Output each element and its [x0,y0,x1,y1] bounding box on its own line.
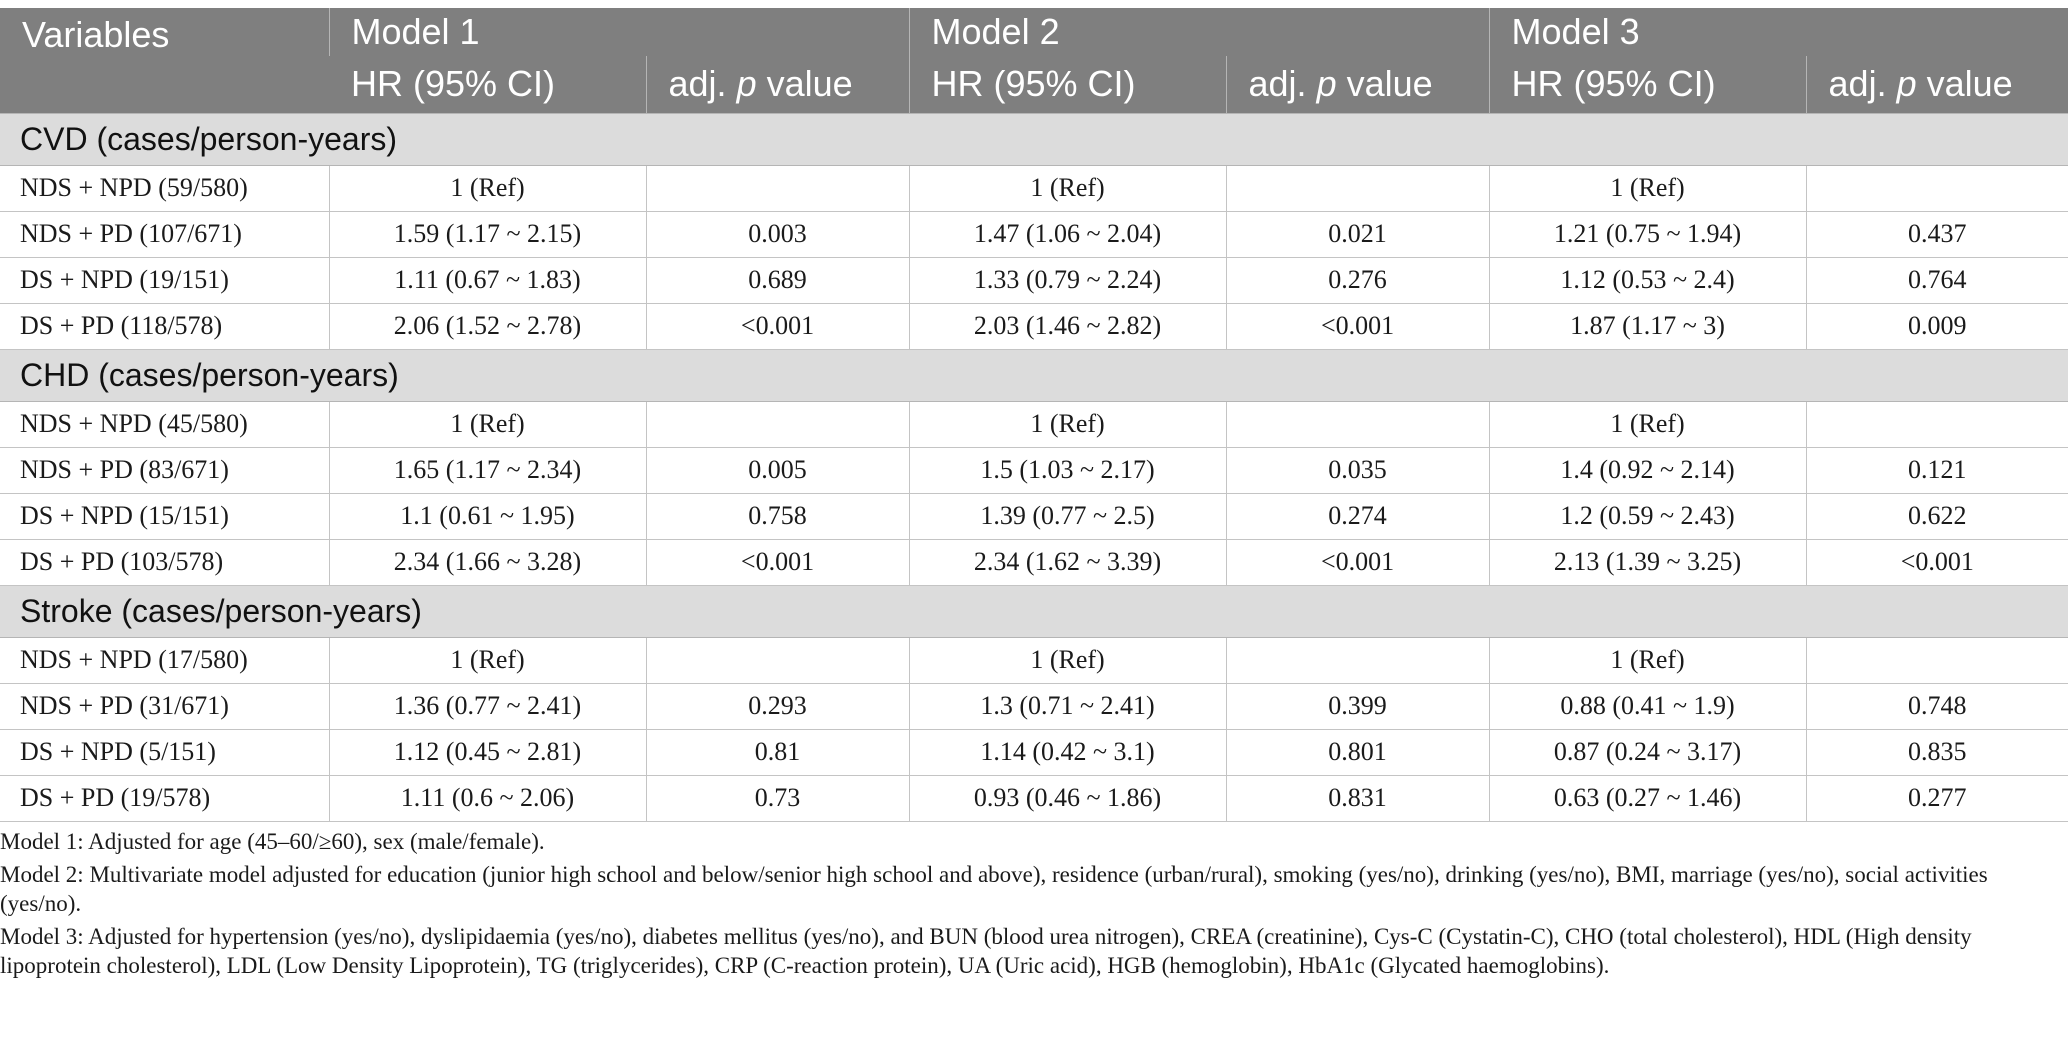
hr-ci-cell: 1.12 (0.45 ~ 2.81) [329,729,646,775]
table-row [0,683,2068,729]
table-header [0,8,2068,113]
adj-p-value-cell: 0.121 [1806,447,2068,493]
row-label: DS + NPD (5/151) [0,729,329,775]
hr-ci-cell: 1.12 (0.53 ~ 2.4) [1489,257,1806,303]
section-header-row [0,585,2068,637]
table-row [0,447,2068,493]
adj-p-value-cell: 0.276 [1226,257,1489,303]
header-model-1: Model 1 [329,8,909,56]
row-label: DS + NPD (19/151) [0,257,329,303]
row-label: DS + NPD (15/151) [0,493,329,539]
adj-p-value-cell: 0.009 [1806,303,2068,349]
adj-p-value-cell: 0.835 [1806,729,2068,775]
hr-ci-cell: 0.87 (0.24 ~ 3.17) [1489,729,1806,775]
section-header-row [0,349,2068,401]
hazard-ratio-table [0,8,2068,822]
hr-ci-cell: 1.59 (1.17 ~ 2.15) [329,211,646,257]
adj-p-value-cell [646,401,909,447]
adj-p-value-cell: 0.021 [1226,211,1489,257]
hr-ci-cell: 0.63 (0.27 ~ 1.46) [1489,775,1806,821]
hr-ci-cell: 1.4 (0.92 ~ 2.14) [1489,447,1806,493]
row-label: NDS + PD (83/671) [0,447,329,493]
adj-p-value-cell: 0.831 [1226,775,1489,821]
adj-p-value-cell: 0.622 [1806,493,2068,539]
section-title: Stroke (cases/person-years) [0,585,2068,637]
header-adj-p: adj. p value [646,56,909,113]
hr-ci-cell: 1.11 (0.67 ~ 1.83) [329,257,646,303]
row-label: NDS + PD (107/671) [0,211,329,257]
adj-p-value-cell: 0.748 [1806,683,2068,729]
adj-p-value-cell: <0.001 [646,539,909,585]
header-hr-ci: HR (95% CI) [909,56,1226,113]
section-header-row [0,113,2068,165]
adj-p-value-cell [1806,401,2068,447]
table-footnotes [0,827,2064,984]
header-model-3: Model 3 [1489,8,2068,56]
row-label: NDS + NPD (45/580) [0,401,329,447]
hr-ci-cell: 1.65 (1.17 ~ 2.34) [329,447,646,493]
footnote-model-2: Model 2: Multivariate model adjusted for education (junior high school and below/senior high school and above), residence (urban/rural), smoking (yes/no), drinking (yes/no), BMI, marriage (yes/no), social activities (yes/no). [0,862,1988,916]
hr-ci-cell: 1 (Ref) [329,401,646,447]
adj-p-value-cell: 0.801 [1226,729,1489,775]
adj-p-value-cell: 0.758 [646,493,909,539]
adj-p-value-cell: 0.005 [646,447,909,493]
hr-ci-cell: 1.87 (1.17 ~ 3) [1489,303,1806,349]
header-variables: Variables [0,8,329,113]
adj-p-value-cell [1226,637,1489,683]
hr-ci-cell: 1.47 (1.06 ~ 2.04) [909,211,1226,257]
adj-p-value-cell [646,637,909,683]
table-row [0,493,2068,539]
hr-ci-cell: 1 (Ref) [329,637,646,683]
hr-ci-cell: 1.3 (0.71 ~ 2.41) [909,683,1226,729]
footnote-model-3: Model 3: Adjusted for hypertension (yes/no), dyslipidaemia (yes/no), diabetes mellitus (yes/no), and BUN (blood urea nitrogen), CREA (creatinine), Cys-C (Cystatin-C), CHO (total cholesterol), HDL (High density lipoprotein cholesterol), LDL (Low Density Lipoprotein), TG (triglycerides), CRP (C-reaction protein), UA (Uric acid), HGB (hemoglobin), HbA1c (Glycated haemoglobins). [0,924,1972,978]
section-title: CHD (cases/person-years) [0,349,2068,401]
hr-ci-cell: 2.06 (1.52 ~ 2.78) [329,303,646,349]
adj-p-value-cell: 0.81 [646,729,909,775]
hr-ci-cell: 2.34 (1.66 ~ 3.28) [329,539,646,585]
hr-ci-cell: 1 (Ref) [909,637,1226,683]
hr-ci-cell: 1 (Ref) [1489,165,1806,211]
hr-ci-cell: 1.5 (1.03 ~ 2.17) [909,447,1226,493]
table-row [0,165,2068,211]
row-label: NDS + NPD (59/580) [0,165,329,211]
hr-ci-cell: 1.21 (0.75 ~ 1.94) [1489,211,1806,257]
row-label: NDS + PD (31/671) [0,683,329,729]
hr-ci-cell: 2.34 (1.62 ~ 3.39) [909,539,1226,585]
row-label: DS + PD (19/578) [0,775,329,821]
hr-ci-cell: 1 (Ref) [909,401,1226,447]
adj-p-value-cell: <0.001 [1226,539,1489,585]
adj-p-value-cell [1806,165,2068,211]
hr-ci-cell: 1.36 (0.77 ~ 2.41) [329,683,646,729]
adj-p-value-cell: 0.003 [646,211,909,257]
adj-p-value-cell: 0.035 [1226,447,1489,493]
adj-p-value-cell: <0.001 [1806,539,2068,585]
adj-p-value-cell: 0.764 [1806,257,2068,303]
hr-ci-cell: 1 (Ref) [329,165,646,211]
table-row [0,775,2068,821]
adj-p-value-cell: 0.399 [1226,683,1489,729]
adj-p-value-cell [646,165,909,211]
header-hr-ci: HR (95% CI) [329,56,646,113]
hr-ci-cell: 2.13 (1.39 ~ 3.25) [1489,539,1806,585]
header-model-2: Model 2 [909,8,1489,56]
hr-ci-cell: 0.88 (0.41 ~ 1.9) [1489,683,1806,729]
table-body [0,113,2068,821]
adj-p-value-cell: 0.73 [646,775,909,821]
section-title: CVD (cases/person-years) [0,113,2068,165]
table-row [0,539,2068,585]
hr-ci-cell: 1.33 (0.79 ~ 2.24) [909,257,1226,303]
adj-p-value-cell [1226,165,1489,211]
hr-ci-cell: 0.93 (0.46 ~ 1.86) [909,775,1226,821]
adj-p-value-cell: 0.277 [1806,775,2068,821]
table-row [0,401,2068,447]
table-row [0,303,2068,349]
hr-ci-cell: 1.1 (0.61 ~ 1.95) [329,493,646,539]
hr-ci-cell: 1.11 (0.6 ~ 2.06) [329,775,646,821]
header-hr-ci: HR (95% CI) [1489,56,1806,113]
adj-p-value-cell: <0.001 [1226,303,1489,349]
adj-p-value-cell: 0.293 [646,683,909,729]
hr-ci-cell: 1.14 (0.42 ~ 3.1) [909,729,1226,775]
table-row [0,257,2068,303]
adj-p-value-cell: 0.274 [1226,493,1489,539]
row-label: DS + PD (118/578) [0,303,329,349]
header-adj-p: adj. p value [1226,56,1489,113]
adj-p-value-cell [1806,637,2068,683]
adj-p-value-cell: 0.689 [646,257,909,303]
hr-ci-cell: 2.03 (1.46 ~ 2.82) [909,303,1226,349]
hr-ci-cell: 1.39 (0.77 ~ 2.5) [909,493,1226,539]
table-row [0,729,2068,775]
table-row [0,211,2068,257]
hr-ci-cell: 1.2 (0.59 ~ 2.43) [1489,493,1806,539]
hr-ci-cell: 1 (Ref) [1489,637,1806,683]
adj-p-value-cell: <0.001 [646,303,909,349]
hr-ci-cell: 1 (Ref) [1489,401,1806,447]
footnote-model-1: Model 1: Adjusted for age (45–60/≥60), sex (male/female). [0,829,545,854]
hr-ci-cell: 1 (Ref) [909,165,1226,211]
row-label: DS + PD (103/578) [0,539,329,585]
adj-p-value-cell: 0.437 [1806,211,2068,257]
adj-p-value-cell [1226,401,1489,447]
row-label: NDS + NPD (17/580) [0,637,329,683]
header-adj-p: adj. p value [1806,56,2068,113]
table-row [0,637,2068,683]
